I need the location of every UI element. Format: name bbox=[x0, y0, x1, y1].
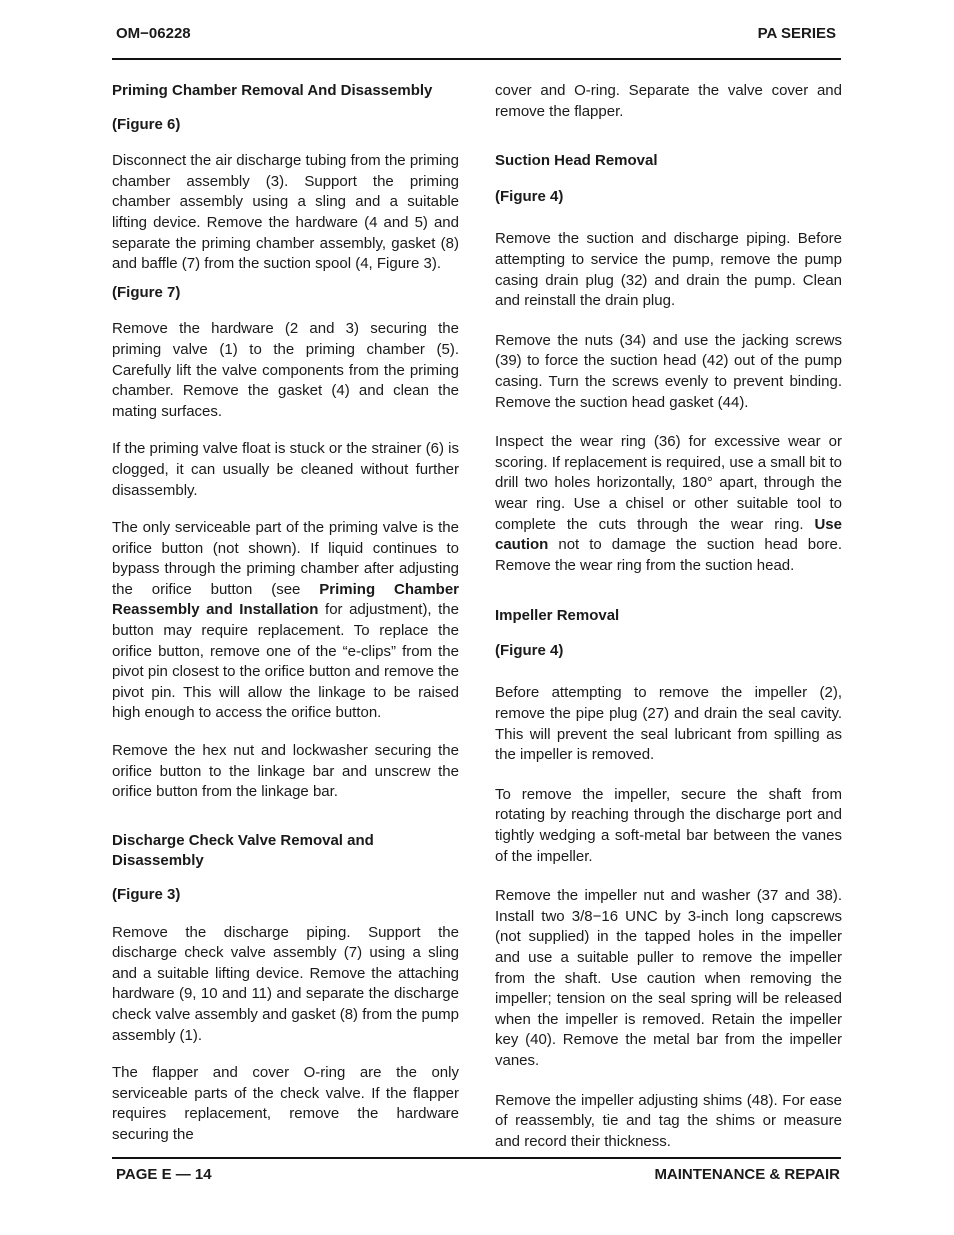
section-heading-suction-head: Suction Head Removal bbox=[495, 152, 658, 170]
section-heading-discharge-check-valve: Discharge Check Valve Removal and Disassembly bbox=[112, 831, 374, 870]
figure-ref-6: (Figure 6) bbox=[112, 115, 181, 133]
paragraph: To remove the impeller, secure the shaft from rotating by reaching through the discharge port and tightly wedging a soft-metal bar between the vanes of the impeller. bbox=[495, 785, 842, 865]
paragraph: Remove the nuts (34) and use the jacking screws (39) to force the suction head (42) out of the pump casing. Turn the screws evenly to prevent binding. Remove the suction head gasket (44). bbox=[495, 331, 842, 411]
left-column bbox=[112, 81, 459, 1146]
header-rule bbox=[112, 58, 841, 60]
paragraph: Remove the suction and discharge piping. Before attempting to service the pump, remove the pump casing drain plug (32) and drain the pump. Clean and reinstall the drain plug. bbox=[495, 230, 842, 310]
figure-ref-4: (Figure 4) bbox=[495, 641, 564, 659]
section-heading-priming-chamber: Priming Chamber Removal And Disassembly bbox=[112, 82, 433, 99]
paragraph: cover and O-ring. Separate the valve cover and remove the flapper. bbox=[495, 82, 842, 120]
header-series: PA SERIES bbox=[757, 25, 836, 42]
footer-rule bbox=[112, 1157, 841, 1159]
paragraph: Remove the impeller nut and washer (37 and 38). Install two 3/8−16 UNC by 3-inch long capscrews (not supplied) in the tapped holes in the impeller and use a suitable puller to remove the impeller from the shaft. Use caution when removing the impeller; tension on the seal spring will be released when the impeller is removed. Retain the impeller key (40). Remove the metal bar from the impeller vanes. bbox=[495, 887, 842, 1069]
text: Inspect the wear ring (36) for excessive wear or scoring. If replacement is required, use a small bit to drill two holes horizontally, 180° apart, through the wear ring. Use a chisel or other suitable tool to complete the cuts through the wear ring. bbox=[495, 433, 842, 533]
paragraph: If the priming valve float is stuck or the strainer (6) is clogged, it can usually be cleaned without further disassembly. bbox=[112, 440, 459, 499]
figure-ref-7: (Figure 7) bbox=[112, 283, 181, 301]
paragraph bbox=[495, 432, 842, 576]
section-heading-impeller: Impeller Removal bbox=[495, 607, 620, 625]
emphasis: Use caution bbox=[495, 515, 842, 554]
footer-page-number: PAGE E — 14 bbox=[116, 1166, 212, 1183]
paragraph: The flapper and cover O-ring are the only serviceable parts of the check valve. If the flapper requires replacement, remove the hardware securing the bbox=[112, 1064, 459, 1143]
paragraph: Remove the hardware (2 and 3) securing the priming valve (1) to the priming chamber (5). Carefully lift the valve components from the priming chamber. Remove the gasket (4) and clean the mating surfaces. bbox=[112, 320, 459, 420]
figure-ref-4: (Figure 4) bbox=[495, 187, 564, 205]
paragraph: Before attempting to remove the impeller (2), remove the pipe plug (27) and drain the seal cavity. This will prevent the seal lubricant from spilling as the impeller is removed. bbox=[495, 684, 842, 764]
right-column bbox=[495, 81, 842, 1152]
figure-ref-3: (Figure 3) bbox=[112, 886, 181, 903]
text: for adjustment), the button may require replacement. To replace the orifice button, remove one of the “e-clips” from the pivot pin closest to the orifice button and remove the pivot pin. This will allow the linkage to be raised high enough to access the orifice button. bbox=[112, 601, 459, 722]
paragraph: Remove the hex nut and lockwasher securing the orifice button to the linkage bar and unscrew the orifice button from the linkage bar. bbox=[112, 742, 459, 801]
paragraph bbox=[112, 518, 459, 724]
paragraph: Remove the discharge piping. Support the discharge check valve assembly (7) using a sling and a suitable lifting device. Remove the attaching hardware (9, 10 and 11) and separate the discharge check valve assembly and gasket (8) from the pump assembly (1). bbox=[112, 923, 459, 1044]
header-doc-number: OM−06228 bbox=[116, 25, 191, 42]
paragraph: Disconnect the air discharge tubing from the priming chamber assembly (3). Support the priming chamber assembly using a sling and a suitable lifting device. Remove the hardware (4 and 5) and separate the priming chamber assembly, gasket (8) and baffle (7) from the suction spool (4, Figure 3). bbox=[112, 152, 459, 273]
footer-section-title: MAINTENANCE & REPAIR bbox=[654, 1166, 840, 1183]
text: not to damage the suction head bore. Remove the wear ring from the suction head. bbox=[495, 536, 842, 574]
cross-reference: Priming Chamber Reassembly and Installation bbox=[112, 580, 459, 619]
paragraph: Remove the impeller adjusting shims (48). For ease of reassembly, tie and tag the shims or measure and record their thickness. bbox=[495, 1091, 842, 1150]
text: The only serviceable part of the priming valve is the orifice button (not shown). If liquid continues to bypass through the priming chamber after adjusting the orifice button (see bbox=[112, 519, 459, 598]
